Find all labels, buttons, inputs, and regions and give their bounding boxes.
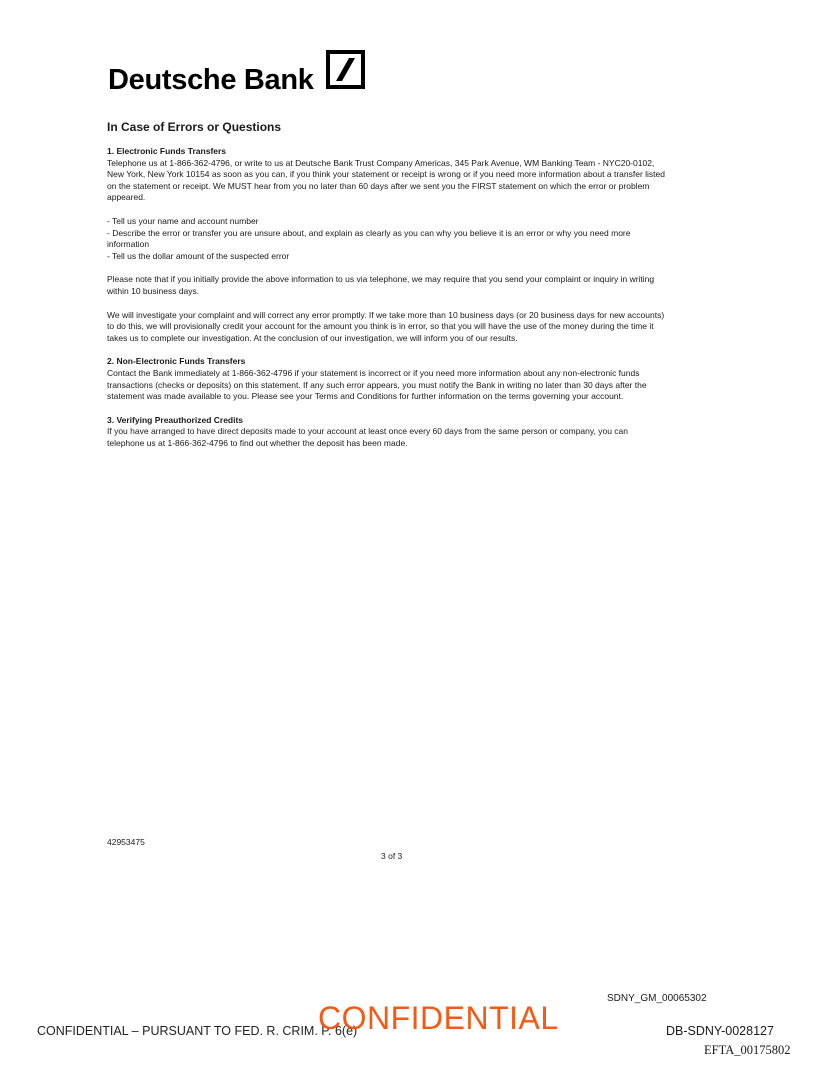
section-electronic-transfers (107, 146, 667, 344)
page-heading: In Case of Errors or Questions (107, 120, 282, 134)
bullet-list (107, 216, 667, 262)
list-item: - Tell us the dollar amount of the suspected error (107, 250, 290, 261)
paragraph: Contact the Bank immediately at 1-866-362-4796 if your statement is incorrect or if you need more information about any non-electronic funds transactions (checks or deposits) on this statement. If any such error appears, you must notify the Bank in writing no later than 30 days after the statement was made available to you. Please see your Terms and Conditions for further information on the terms governing your account. (107, 367, 647, 402)
bank-name: Deutsche Bank (108, 64, 314, 96)
efta-number: EFTA_00175802 (704, 1043, 791, 1057)
paragraph: If you have arranged to have direct deposits made to your account at least once every 60 days from the same person or company, you can telephone us at 1-866-362-4796 to find out whether the deposit has been made. (107, 426, 628, 448)
confidential-footer: CONFIDENTIAL – PURSUANT TO FED. R. CRIM. P. 6(e) (37, 1024, 358, 1038)
paragraph: Telephone us at 1-866-362-4796, or write to us at Deutsche Bank Trust Company Americas, 345 Park Avenue, WM Banking Team - NYC20-0102, New York, New York 10154 as soon as you can, if you think your statement or receipt is wrong or if you need more information about a transfer listed on the statement or receipt. We MUST hear from you no later than 60 days after we sent you the FIRST statement on which the error or problem appeared. (107, 157, 665, 203)
account-number: 42953475 (107, 837, 145, 847)
section-preauthorized-credits (107, 415, 667, 450)
section-title: 2. Non-Electronic Funds Transfers (107, 356, 246, 367)
bates-number-sdny: SDNY_GM_00065302 (607, 993, 707, 1004)
paragraph: We will investigate your complaint and will correct any error promptly. If we take more than 10 business days (or 20 business days for new accounts) to do this, we will provisionally credit your account for the amount you think is in error, so that you will have the use of the money during the time it takes us to complete our investigation. At the conclusion of our investigation, we will inform you of our results. (107, 309, 665, 343)
list-item: - Tell us your name and account number (107, 215, 259, 226)
deutsche-bank-slash-logo-icon (326, 50, 365, 89)
section-title: 1. Electronic Funds Transfers (107, 146, 227, 156)
section-title: 3. Verifying Preauthorized Credits (107, 414, 244, 425)
page-number: 3 of 3 (381, 851, 403, 861)
list-item: - Describe the error or transfer you are unsure about, and explain as clearly as you can why you believe it is an error or why you need more information (107, 227, 631, 250)
section-non-electronic-transfers (107, 356, 667, 402)
document-body (107, 146, 667, 461)
bank-logo (108, 50, 365, 97)
bates-number-db: DB-SDNY-0028127 (666, 1024, 774, 1038)
confidential-stamp: CONFIDENTIAL (318, 1000, 559, 1036)
paragraph: Please note that if you initially provide the above information to us via telephone, we may require that you send your complaint or inquiry in writing within 10 business days. (107, 274, 655, 296)
